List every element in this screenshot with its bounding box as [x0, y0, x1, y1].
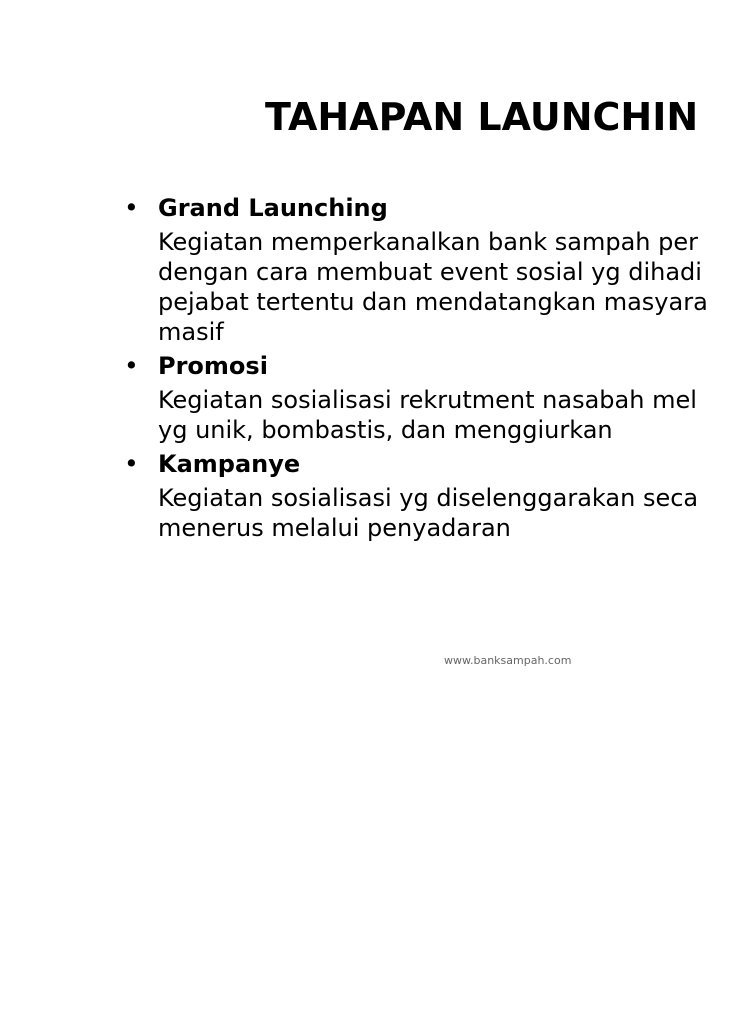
item-text-line: Kegiatan sosialisasi yg diselenggarakan seca — [158, 484, 699, 512]
item-heading: Kampanye — [158, 450, 301, 478]
bullet-icon: • — [124, 193, 139, 222]
item-text-line: masif — [158, 318, 224, 346]
item-text-line: menerus melalui penyadaran — [158, 514, 511, 542]
item-text-line: dengan cara membuat event sosial yg dihadi — [158, 258, 702, 286]
item-text-line: pejabat tertentu dan mendatangkan masyara — [158, 288, 708, 316]
item-heading: Grand Launching — [158, 194, 388, 222]
list-item-grand-launching — [120, 189, 729, 347]
item-text-line: Kegiatan sosialisasi rekrutment nasabah mel — [158, 386, 697, 414]
bullet-icon: • — [124, 449, 139, 478]
item-text-line: yg unik, bombastis, dan menggiurkan — [158, 416, 613, 444]
list-item-kampanye — [120, 445, 729, 543]
list-item-promosi — [120, 347, 729, 445]
bullet-list — [120, 189, 729, 543]
footer-url: www.banksampah.com — [444, 654, 572, 667]
item-text-line: Kegiatan memperkanalkan bank sampah per — [158, 228, 698, 256]
slide-title: TAHAPAN LAUNCHIN — [265, 95, 699, 139]
item-heading: Promosi — [158, 352, 268, 380]
bullet-icon: • — [124, 351, 139, 380]
